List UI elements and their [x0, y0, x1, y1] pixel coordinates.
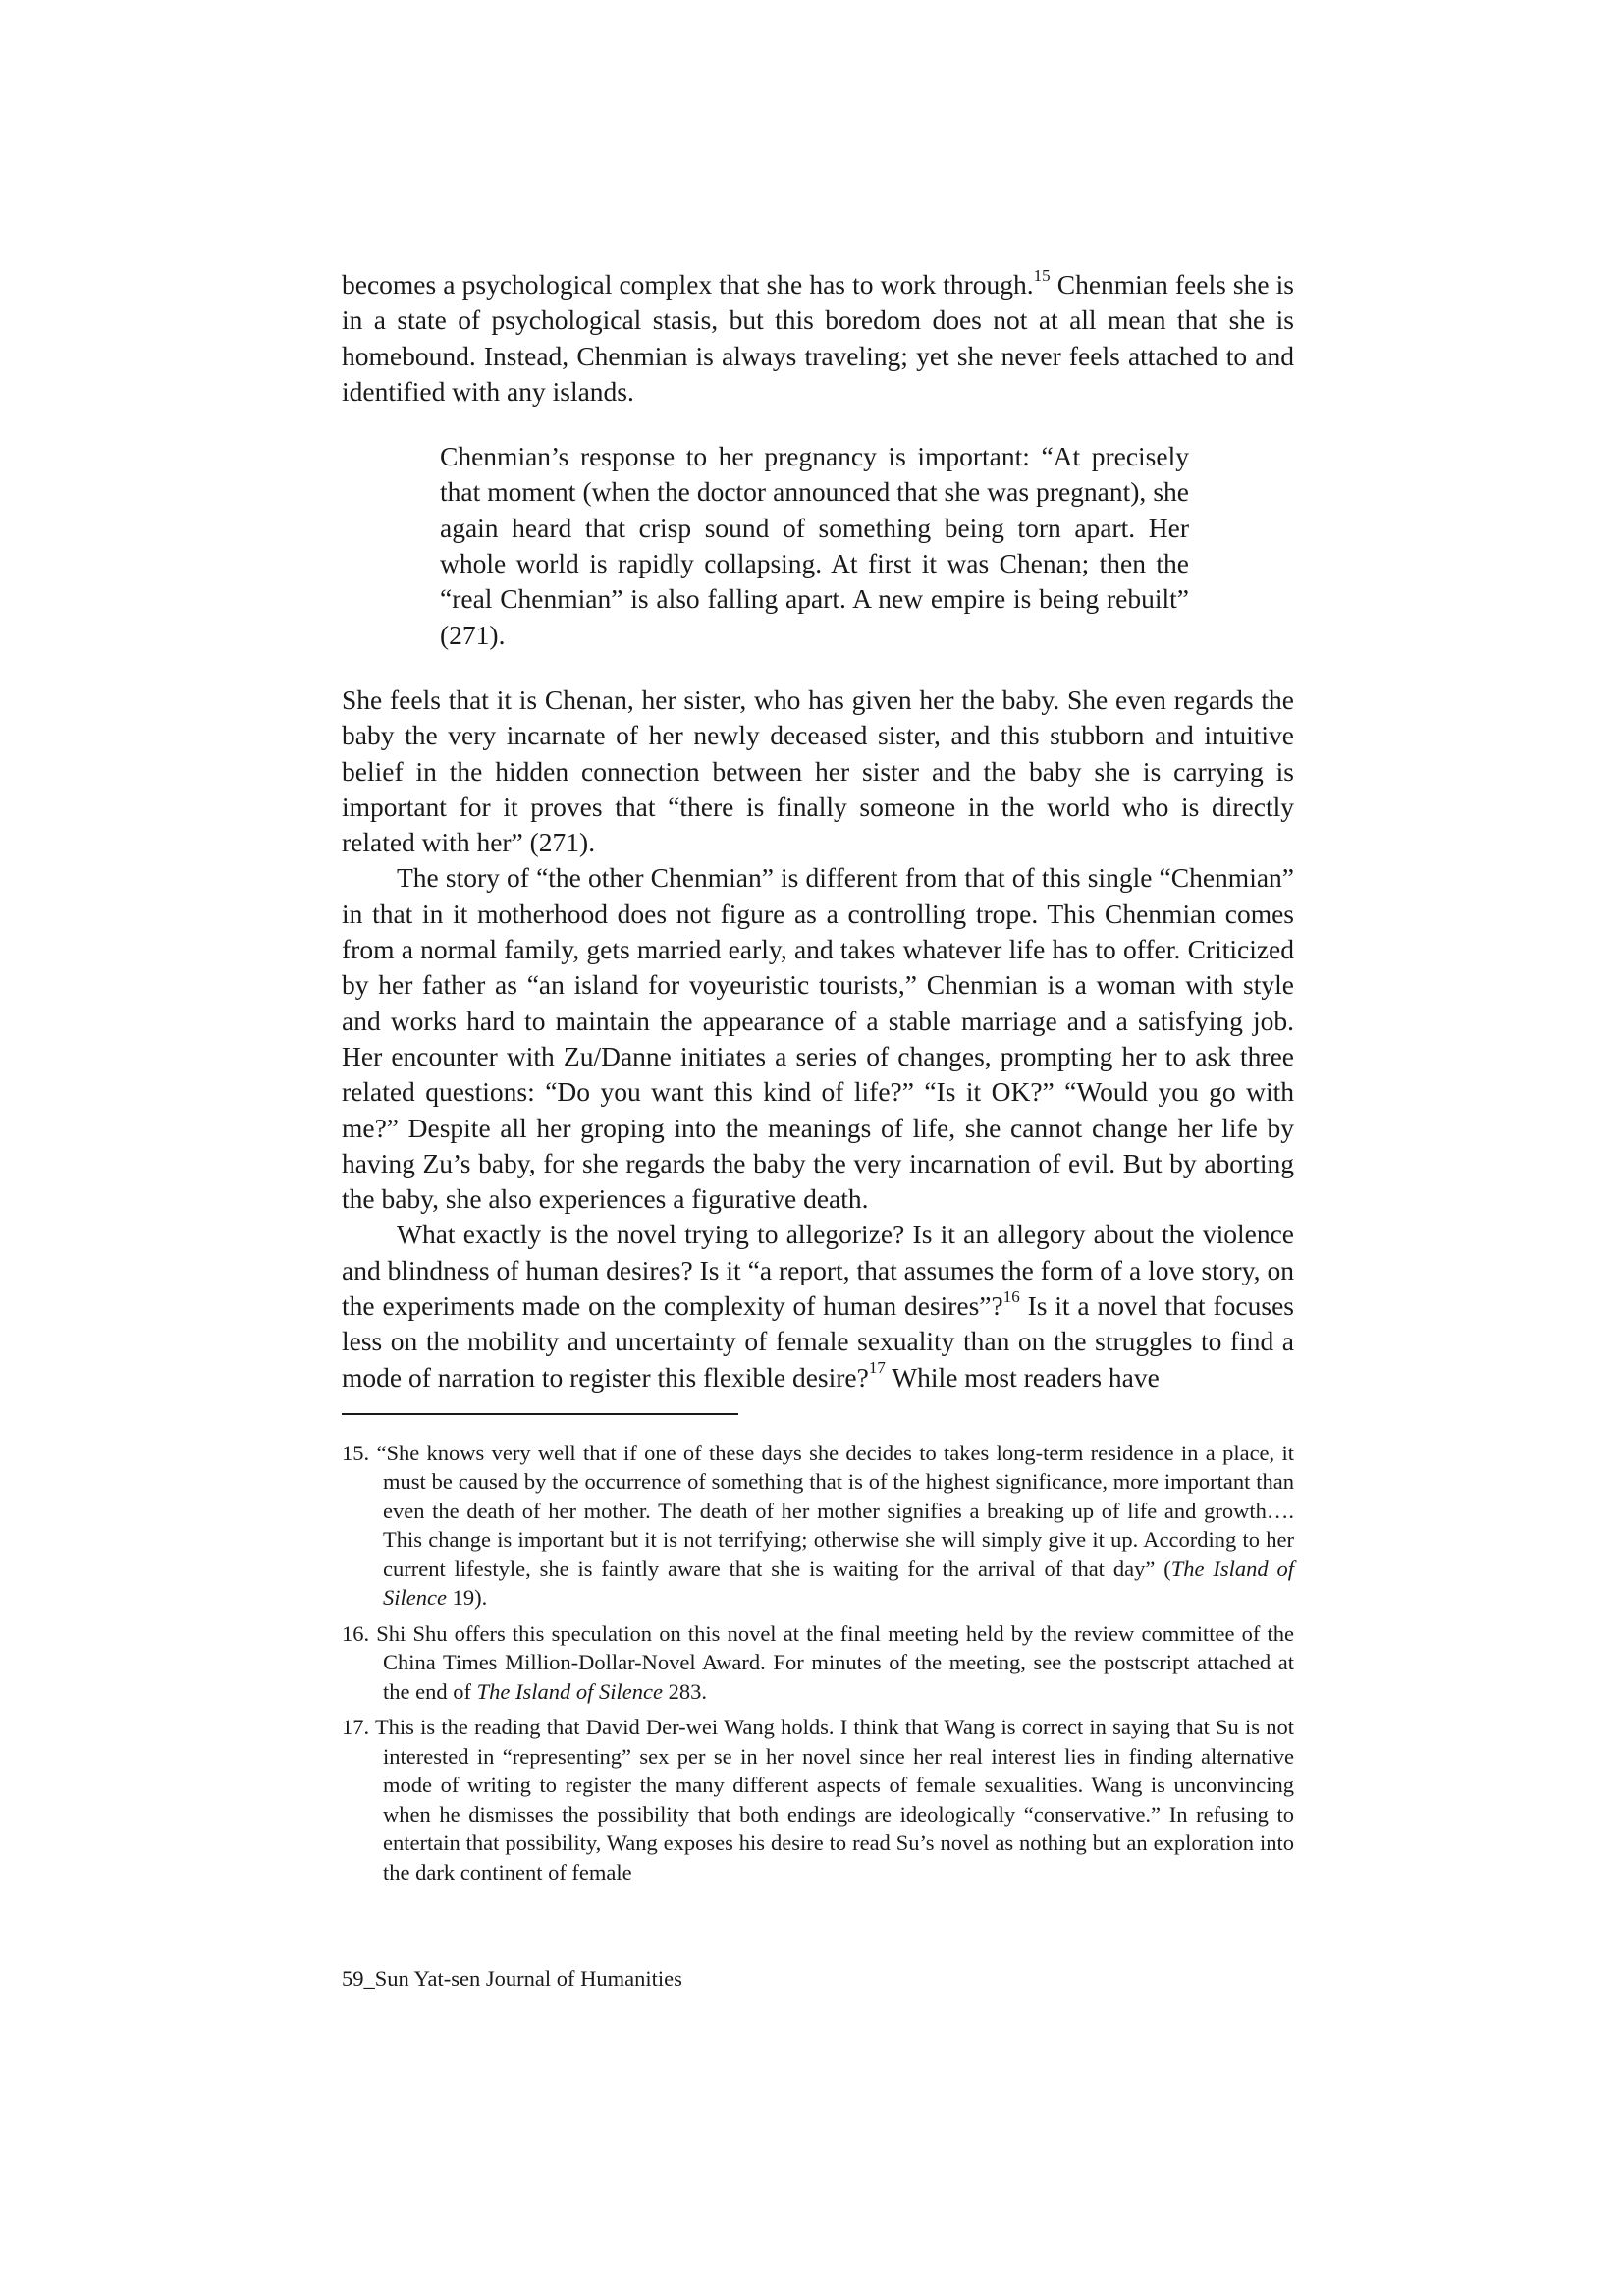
footnote-17-body: [342, 1713, 1294, 1886]
paragraph-2: She feels that it is Chenan, her sister, who has given her the baby. She even regards the baby the very incarnate of her newly deceased sister, and this stubborn and intuitive belief in the hidden connection between her sister and the baby she is carrying is important for it proves that “there is finally someone in the world who is directly related with her” (271).: [342, 683, 1294, 858]
footnote-ref-16: 16: [1002, 1286, 1020, 1306]
paragraph-1: [342, 267, 1294, 410]
block-quote: Chenmian’s response to her pregnancy is important: “At precisely that moment (when the doctor announced that she was pregnant), she again heard that crisp sound of something being torn apart. Her whole world is rapidly collapsing. At first it was Chenan; then the “real Chenmian” is also falling apart. A new empire is being rebuilt” (271).: [440, 441, 1189, 650]
footnote-text: Shi Shu offers this speculation on this novel at the final meeting held by the review committee of the China Times Million-Dollar-Novel Award. For minutes of the meeting, see the postscript attached at the end of: [376, 1620, 1294, 1704]
footnote-title: The Island of Silence: [383, 1556, 1294, 1611]
footnotes: [342, 1439, 1294, 1887]
footnote-17: [342, 1713, 1294, 1886]
footnote-16-body: [342, 1619, 1294, 1707]
footnote-ref-15: 15: [1033, 265, 1051, 285]
page-body: [342, 267, 1294, 1893]
footnote-text-end: 19).: [446, 1585, 488, 1611]
running-footer: 59_Sun Yat-sen Journal of Humanities: [342, 1966, 682, 1991]
footnote-text: This is the reading that David Der-wei Wang holds. I think that Wang is correct in saying that Su is not interested in “representing” sex per se in her novel since her real interest lies in finding alternative mode of writing to register the many different aspects of female sexualities. Wang is unconvincing when he dismisses the possibility that both endings are ideologically “conservative.” In refusing to entertain that possibility, Wang exposes his desire to read Su’s novel as nothing but an exploration into the dark continent of female: [374, 1715, 1294, 1885]
footnote-16: [342, 1619, 1294, 1707]
footnote-text-end: 283.: [662, 1678, 707, 1704]
main-text: [342, 267, 1294, 410]
footnote-title: The Island of Silence: [476, 1678, 663, 1704]
paragraph-1-text: becomes a psychological complex that she has to work through.: [342, 269, 1034, 300]
paragraph-4-text: What exactly is the novel trying to allegorize? Is it an allegory about the violence and blindness of human desires? Is it “a report, that assumes the form of a love story, on the experiments made on the complexity of human desires”?: [342, 1219, 1294, 1322]
footnote-number: 17.: [342, 1715, 370, 1740]
paragraph-1-text-cont: Chenmian feels she is in a state of psychological stasis, but this boredom does not at all mean that she is homebound. Instead, Chenmian is always traveling; yet she never feels attached to and identified with any islands.: [342, 269, 1294, 407]
footnote-15: [342, 1439, 1294, 1613]
paragraph-3: The story of “the other Chenmian” is different from that of this single “Chenmian” in that in it motherhood does not figure as a controlling trope. This Chenmian comes from a normal family, gets married early, and takes whatever life has to offer. Criticized by her father as “an island for voyeuristic tourists,” Chenmian is a woman with style and works hard to maintain the appearance of a stable marriage and a satisfying job. Her encounter with Zu/Danne initiates a series of changes, prompting her to ask three related questions: “Do you want this kind of life?” “Is it OK?” “Would you go with me?” Despite all her groping into the meanings of life, she cannot change her life by having Zu’s baby, for she regards the baby the very incarnation of evil. But by aborting the baby, she also experiences a figurative death.: [342, 862, 1294, 1215]
footnote-divider: [342, 1413, 738, 1415]
paragraph-4: [342, 1217, 1294, 1394]
footnote-ref-17: 17: [868, 1358, 886, 1378]
main-text-cont: [342, 683, 1294, 1395]
paragraph-4-text-end: While most readers have: [885, 1361, 1160, 1393]
footnote-number: 16.: [342, 1620, 370, 1646]
paragraph-4-text-cont: Is it a novel that focuses less on the mobility and uncertainty of female sexuality than on the struggles to find a mode of narration to register this flexible desire?: [342, 1290, 1294, 1393]
footnote-number: 15.: [342, 1440, 370, 1465]
footnote-15-body: [342, 1439, 1294, 1613]
footnote-text: “She knows very well that if one of these days she decides to takes long-term residence in a place, it must be caused by the occurrence of something that is of the highest significance, more important than even the death of her mother. The death of her mother signifies a breaking up of life and growth…. This change is important but it is not terrifying; otherwise she will simply give it up. According to her current lifestyle, she is faintly aware that she is waiting for the arrival of that day” (: [376, 1440, 1294, 1581]
